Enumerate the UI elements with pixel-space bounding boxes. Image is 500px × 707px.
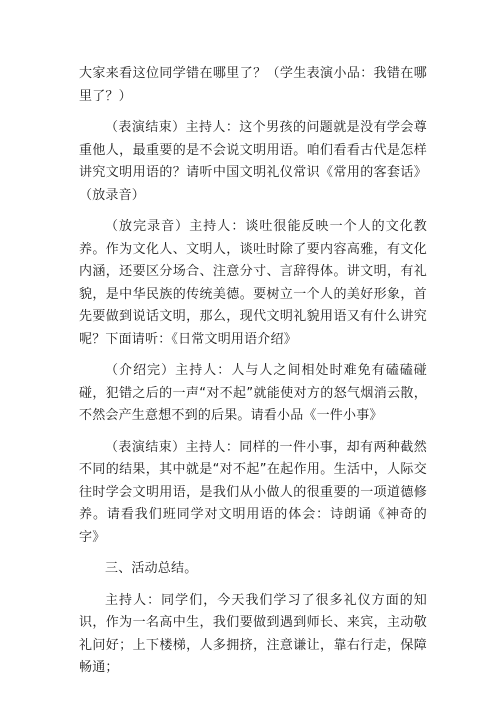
paragraph-closing-remarks: 主持人：同学们，今天我们学习了很多礼仪方面的知识，作为一名高中生，我们要做到遇到师长、来宾，主动敬礼问好；上下楼梯，人多拥挤，注意谦让，靠右行走，保障畅通； xyxy=(79,592,427,675)
section-heading-summary: 三、活动总结。 xyxy=(105,561,198,576)
paragraph-polite-phrases: （表演结束）主持人：这个男孩的问题就是没有学会尊重他人，最重要的是不会说文明用语。咱们看看古代是怎样讲究文明用语的？请听中国文明礼仪常识《常用的客套话》（放录音） xyxy=(79,120,427,203)
paragraph-apology: （介绍完）主持人：人与人之间相处时难免有磕磕碰碰，犯错之后的一声“对不起”就能使对方的怒气烟消云散，不然会产生意想不到的后果。请看小品《一件小事》 xyxy=(79,363,427,423)
document-body xyxy=(79,63,427,689)
paragraph-small-matter: （表演结束）主持人：同样的一件小事，却有两种截然不同的结果，其中就是“对不起”在起作用。生活中，人际交往时学会文明用语，是我们从小做人的很重要的一项道德修养。请看我们班同学对文明用语的体会：诗朗诵《神奇的字》 xyxy=(79,439,427,545)
paragraph-skit-intro: 大家来看这位同学错在哪里了？（学生表演小品：我错在哪里了？） xyxy=(79,66,427,104)
paragraph-speech-culture: （放完录音）主持人：谈吐很能反映一个人的文化教养。作为文化人、文明人，谈吐时除了要内容高雅，有文化内涵，还要区分场合、注意分寸、言辞得体。讲文明，有礼貌，是中华民族的传统美德。要树立一个人的美好形象，首先要做到说话文明，那么，现代文明礼貌用语又有什么讲究呢？下面请听：《日常文明用语介绍》 xyxy=(79,219,427,347)
